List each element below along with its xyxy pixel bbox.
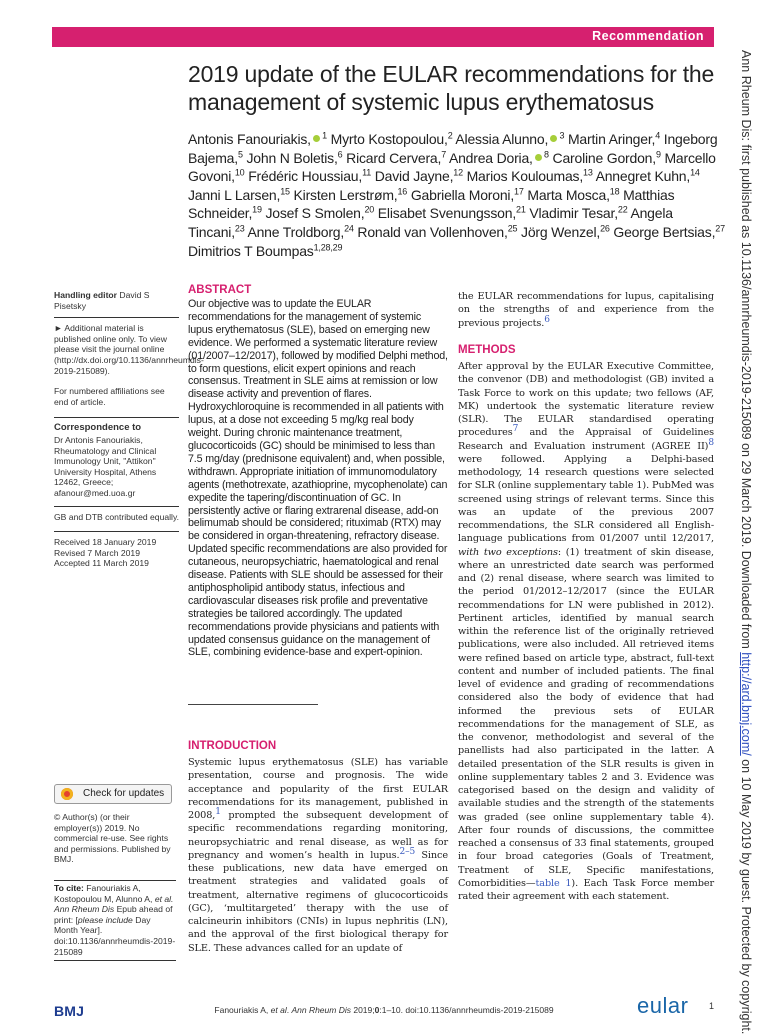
methods-heading: METHODS xyxy=(458,344,516,356)
cite-journal: Ann Rheum Dis xyxy=(54,904,115,915)
author-affiliation: 18 xyxy=(609,186,620,197)
author-name: Jörg Wenzel, xyxy=(521,223,601,240)
affiliations-note: For numbered affiliations see end of article. xyxy=(54,386,165,407)
author-name: Vladimir Tesar, xyxy=(529,205,618,222)
reference-link[interactable]: 6 xyxy=(544,314,550,325)
page-number: 1 xyxy=(709,1001,715,1011)
eular-logo: eular xyxy=(637,993,689,1018)
copyright-note: © Author(s) (or their employer(s)) 2019. No commercial re-use. See rights and permissions. Published by BMJ. xyxy=(54,812,171,865)
author-name: Dimitrios T Boumpas xyxy=(188,242,314,259)
author-affiliation: 13 xyxy=(583,167,593,178)
cite-text: Day Month Year]. doi:10.1136/annrheumdis-2019-215089 xyxy=(54,914,176,957)
author-affiliation: 17 xyxy=(514,186,524,197)
author-affiliation: 24 xyxy=(344,223,354,234)
cite-text: Fanouriakis A, Kostopoulou M, Alunno A, xyxy=(54,883,155,904)
author-name: Marta Mosca, xyxy=(527,186,610,203)
author-name: George Bertsias, xyxy=(613,223,716,240)
author-list xyxy=(188,130,728,260)
author-affiliation: 6 xyxy=(337,148,343,159)
author-affiliation: 4 xyxy=(655,130,661,141)
cite-text: Epub ahead of print: [ xyxy=(54,904,173,925)
author-name: Anne Troldborg, xyxy=(247,223,345,240)
author-affiliation: 9 xyxy=(655,148,661,159)
author-affiliation: 1,28,29 xyxy=(313,241,343,252)
download-margin-note: Ann Rheum Dis: first published as 10.1136/annrheumdis-2019-215089 on 29 March 2019. Downloaded from http://ard.bmj.com/ on 10 May 2019 by guest. Protected by copyright. xyxy=(739,50,753,1034)
author-affiliation: 16 xyxy=(397,186,408,197)
author-name: Elisabet Svenungsson, xyxy=(377,205,517,222)
author-affiliation: 21 xyxy=(516,204,526,215)
correspondence-heading: Correspondence to xyxy=(54,422,142,434)
author-name: Myrto Kostopoulou, xyxy=(330,131,448,147)
author-name: Angela Tincani, xyxy=(188,205,673,240)
reference-link[interactable]: 2–5 xyxy=(399,846,416,857)
author-name: Andrea Doria, xyxy=(448,149,533,166)
footer-citation: Fanouriakis A, et al. Ann Rheum Dis 2019;0:1–10. doi:10.1136/annrheumdis-2019-215089 xyxy=(214,1005,554,1015)
journal-site-link[interactable]: http://ard.bmj.com/ xyxy=(739,652,753,756)
received-date: Received 18 January 2019 xyxy=(54,537,157,548)
author-name: Ronald van Vollenhoven, xyxy=(357,223,508,240)
reference-link[interactable]: 8 xyxy=(708,437,714,448)
author-name: John N Boletis, xyxy=(246,149,338,166)
author-affiliation: 5 xyxy=(237,148,243,159)
author-affiliation: 12 xyxy=(453,167,463,178)
reference-link[interactable]: 7 xyxy=(512,424,519,435)
reference-link[interactable]: 1 xyxy=(215,806,221,817)
section-label: Recommendation xyxy=(592,29,704,43)
author-name: Marcello Govoni, xyxy=(188,149,716,185)
author-name: Josef S Smolen, xyxy=(265,205,365,222)
page-footer xyxy=(0,995,768,1024)
contribution-note: GB and DTB contributed equally. xyxy=(54,511,179,522)
author-name: Kirsten Lerstrøm, xyxy=(293,186,398,203)
introduction-heading: INTRODUCTION xyxy=(188,740,277,752)
author-affiliation: 27 xyxy=(715,223,725,234)
author-name: Matthias Schneider, xyxy=(188,186,675,222)
check-for-updates-label: Check for updates xyxy=(83,788,165,799)
author-affiliation: 7 xyxy=(441,148,447,159)
accepted-date: Accepted 11 March 2019 xyxy=(54,558,149,569)
crossmark-icon xyxy=(61,788,73,800)
author-name: Janni L Larsen, xyxy=(188,186,281,203)
author-name: Alessia Alunno, xyxy=(455,131,549,147)
bmj-logo: BMJ xyxy=(54,1003,85,1019)
orcid-icon[interactable] xyxy=(313,135,320,142)
abstract-heading: ABSTRACT xyxy=(188,284,252,296)
methods-paragraph: After approval by the EULAR Executive Committee, the convenor (DB) and methodologist (GB) invited a Task Force to work on this update; two fellows (AF, MK) undertook the systematic literature review (SLR). The EULAR standardised operating procedures$^7$ and the Appraisal of Guidelines Research and Evaluation instrument (AGREE II)$^8$ were followed. Applying a Delphi-based methodology, 14 research questions were selected for SLR (online supplementary table 1). PubMed was screened using strings of relevant terms. Since this was an update of the previous 2007 recommendations, the SLR considered all English-language publications from 01/2007 until 12/2017, with two exceptions: (1) treatment of skin disease, where an unrestricted date search was performed and (2) renal disease, where search was limited to the period 01/2012–12/2017 (since the EULAR recommendations for LN were published in 2012). Pertinent articles, identified by manual search within the reference list of the originally retrieved publications, were also included. All retrieved items were refined based on article type, abstract, full-text content and number of included patients. The final level of evidence and grading of recommendations considered also the body of evidence that had informed the previous sets of EULAR recommendations for the management of SLE, as the convenor, methodologist and several of the panellists had also participated in the latter. A detailed presentation of the SLR results is given in online supplementary tables 2 and 3. Evidence was categorised based on the design and validity of available studies and the strength of the statements was graded (see online supplementary table 4). After four rounds of discussions, the committee reached a consensus of 33 final statements, grouped in four broad categories (Goals of Treatment, Treatment of SLE, Specific manifestations, Comorbidities—table 1). Each Task Force member rated their agreement with each statement. xyxy=(458,361,715,902)
introduction-continued: the EULAR recommendations for lupus, capitalising on the strengths of and experience from the previous projects.$^6$ xyxy=(458,291,714,329)
abstract-text: Our objective was to update the EULAR recommendations for the management of systemic lupus erythematosus (SLE), based on emerging new evidence. We performed a systematic literature review (01/2007–12/2017), followed by modified Delphi method, to form questions, elicit expert opinions and reach consensus. Treatment in SLE aims at remission or low disease activity and prevention of flares. Hydroxychloroquine is recommended in all patients with lupus, at a dose not exceeding 5 mg/kg real body weight. During chronic maintenance treatment, glucocorticoids (GC) should be minimised to less than 7.5 mg/day (prednisone equivalent) and, when possible, withdrawn. Appropriate initiation of immunomodulatory agents (methotrexate, azathioprine, mycophenolate) can expedite the tapering/discontinuation of GC. In persistently active or flaring extrarenal disease, add-on belimumab should be considered; rituximab (RTX) may be considered in organ-threatening, refractory disease. Updated specific recommendations are also provided for cutaneous, neuropsychiatric, haematological and renal disease. Patients with SLE should be assessed for their antiphospholipid antibody status, infectious and cardiovascular diseases risk profile and preventative strategies be tailored accordingly. The updated recommendations provide physicians and patients with updated consensus guidance on the management of SLE, combining evidence-base and expert-opinion. xyxy=(188,298,448,659)
cite-etal: et al. xyxy=(154,893,174,904)
author-name: Martin Aringer, xyxy=(567,131,656,147)
author-affiliation: 11 xyxy=(362,167,372,178)
section-banner xyxy=(52,27,714,47)
author-name: Antonis Fanouriakis, xyxy=(188,131,311,147)
author-affiliation: 19 xyxy=(252,204,262,215)
author-affiliation: 1 xyxy=(319,130,327,141)
author-name: Ricard Cervera, xyxy=(346,149,442,166)
author-affiliation: 25 xyxy=(507,223,518,234)
introduction-paragraph: Systemic lupus erythematosus (SLE) has variable presentation, course and prognosis. The wide acceptance and popularity of the first EULAR recommendations for its management, published in 2008,$^1$ prompted the subsequent development of specific recommendations regarding monitoring, neuropsychiatric and renal disease, as well as for pregnancy and women’s health in lupus.$^{2-5}$ Since these publications, new data have emerged on treatment strategies and validated goals of treatment, alternative regimens of glucocorticoids (GC), ‘multitargeted’ therapy with the use of calcineurin inhibitors (CNIs) in lupus nephritis (LN), and the approval of the first biological therapy for SLE. These advances called for an update of xyxy=(188,757,448,954)
author-name: Caroline Gordon, xyxy=(552,149,656,166)
author-name: Marios Kouloumas, xyxy=(466,168,584,185)
author-affiliation: 3 xyxy=(557,130,565,141)
author-affiliation: 20 xyxy=(364,204,375,215)
article-sidebar xyxy=(54,290,204,569)
additional-material-note[interactable]: ► Additional material is published online only. To view please visit the journal online (http://dx.doi.org/10.1136/annrheumdis-2019-215089). xyxy=(54,323,204,376)
handling-editor-label: Handling editor xyxy=(54,290,118,300)
author-affiliation: 15 xyxy=(280,186,290,197)
author-affiliation: 8 xyxy=(541,148,549,159)
cite-label: To cite: xyxy=(54,883,84,893)
cite-box xyxy=(54,880,176,961)
author-affiliation: 22 xyxy=(617,204,628,215)
correspondence-text: Dr Antonis Fanouriakis, Rheumatology and Clinical Immunology Unit, "Attikon" University Hospital, Athens 12462, Greece; afanour@med.uoa.gr xyxy=(54,434,157,498)
author-affiliation: 10 xyxy=(234,167,245,178)
article-title: 2019 update of the EULAR recommendations for the management of systemic lupus erythematosus xyxy=(188,61,715,115)
author-affiliation: 26 xyxy=(600,223,610,234)
author-name: Gabriella Moroni, xyxy=(410,186,515,203)
author-affiliation: 2 xyxy=(447,130,453,141)
author-affiliation: 14 xyxy=(690,167,700,178)
author-affiliation: 23 xyxy=(234,223,245,234)
author-name: Annegret Kuhn, xyxy=(595,168,691,185)
orcid-icon[interactable] xyxy=(535,154,542,161)
handling-editor-name: David S Pisetsky xyxy=(54,290,150,311)
abstract-divider xyxy=(188,704,318,705)
table-link[interactable]: table 1 xyxy=(535,877,572,889)
revised-date: Revised 7 March 2019 xyxy=(54,547,140,558)
author-name: David Jayne, xyxy=(374,168,454,185)
check-for-updates-button[interactable] xyxy=(54,784,172,804)
author-name: Ingeborg Bajema, xyxy=(188,131,718,166)
cite-placeholder: please include xyxy=(77,914,133,925)
author-name: Frédéric Houssiau, xyxy=(248,168,363,185)
